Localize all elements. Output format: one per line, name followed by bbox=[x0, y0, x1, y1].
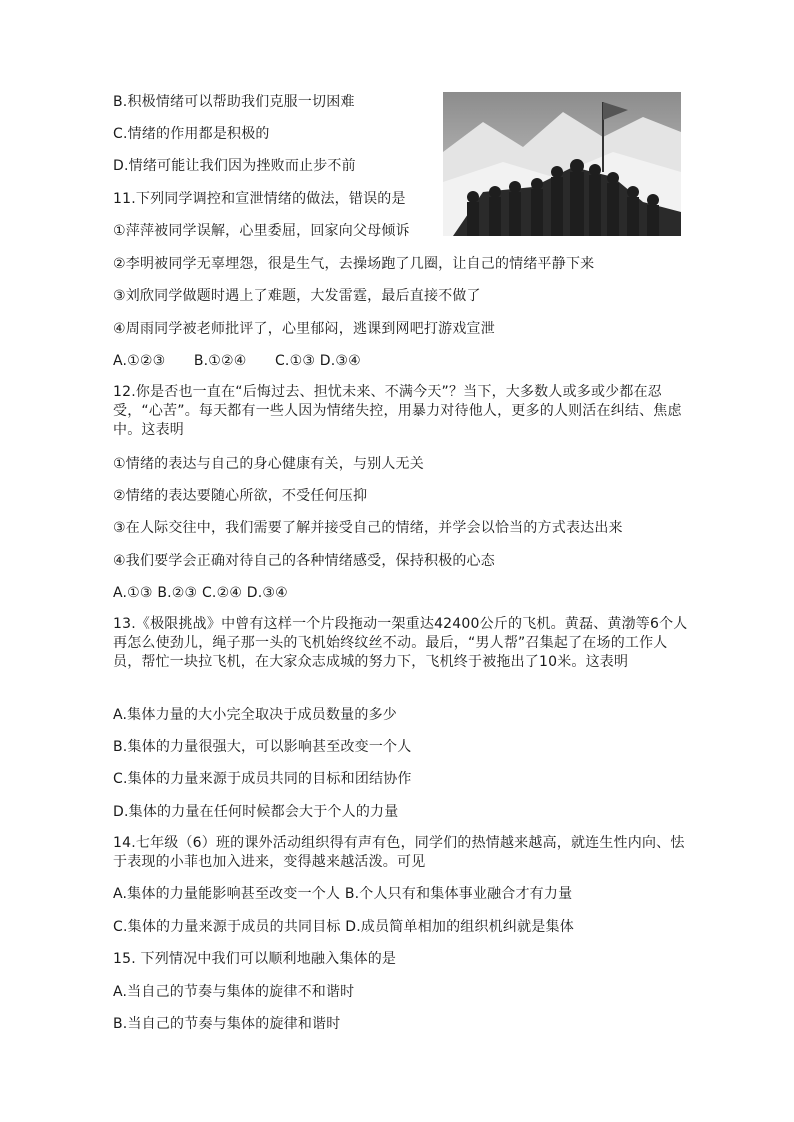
option-line: B.积极情绪可以帮助我们克服一切困难 bbox=[113, 94, 355, 110]
question-11: 11.下列同学调控和宣泄情绪的做法，错误的是 bbox=[113, 191, 406, 207]
question-12: 12.你是否也一直在“后悔过去、担忧未来、不满今天”？当下，大多数人或多或少都在忍受，“心苦”。每天都有一些人因为情绪失控，用暴力对待他人，更多的人则活在纠结、焦虑中。这表明 bbox=[113, 384, 682, 438]
illustration-photo bbox=[443, 92, 681, 236]
statement-line: ①情绪的表达与自己的身心健康有关，与别人无关 bbox=[113, 456, 424, 472]
statement-line: ④我们要学会正确对待自己的各种情绪感受，保持积极的心态 bbox=[113, 553, 495, 569]
statement-line: ②李明被同学无辜埋怨，很是生气，去操场跑了几圈，让自己的情绪平静下来 bbox=[113, 256, 595, 272]
option-line: C.集体的力量来源于成员共同的目标和团结协作 bbox=[113, 771, 412, 787]
option-line: C.集体的力量来源于成员的共同目标 D.成员简单相加的组织机纠就是集体 bbox=[113, 919, 574, 935]
option-line: A.集体的力量能影响甚至改变一个人 B.个人只有和集体事业融合才有力量 bbox=[113, 886, 573, 902]
question-15: 15. 下列情况中我们可以顺利地融入集体的是 bbox=[113, 951, 397, 967]
question-13: 13.《极限挑战》中曾有这样一个片段拖动一架重达42400公斤的飞机。黄磊、黄渤等6个人再怎么使劲儿，绳子那一头的飞机始终纹丝不动。最后，“男人帮”召集起了在场的工作人员，帮忙一块拉飞机，在大家众志成城的努力下，飞机终于被拖出了10米。这表明 bbox=[113, 616, 688, 670]
option-line: C.情绪的作用都是积极的 bbox=[113, 126, 270, 142]
answer-options: A.①②③ B.①②④ C.①③ D.③④ bbox=[113, 353, 361, 369]
option-line: D.集体的力量在任何时候都会大于个人的力量 bbox=[113, 804, 399, 820]
option-line: B.当自己的节奏与集体的旋律和谐时 bbox=[113, 1016, 341, 1032]
statement-line: ③刘欣同学做题时遇上了难题，大发雷霆，最后直接不做了 bbox=[113, 288, 481, 304]
option-line: A.当自己的节奏与集体的旋律不和谐时 bbox=[113, 984, 355, 1000]
option-line: D.情绪可能让我们因为挫败而止步不前 bbox=[113, 158, 356, 174]
statement-line: ①萍萍被同学误解，心里委屈，回家向父母倾诉 bbox=[113, 223, 410, 239]
question-14: 14.七年级（6）班的课外活动组织得有声有色，同学们的热情越来越高，就连生性内向、怯于表现的小菲也加入进来，变得越来越活泼。可见 bbox=[113, 835, 685, 870]
option-line: A.集体力量的大小完全取决于成员数量的多少 bbox=[113, 707, 397, 723]
option-line: B.集体的力量很强大，可以影响甚至改变一个人 bbox=[113, 739, 412, 755]
answer-options: A.①③ B.②③ C.②④ D.③④ bbox=[113, 585, 288, 601]
statement-line: ④周雨同学被老师批评了，心里郁闷，逃课到网吧打游戏宣泄 bbox=[113, 321, 495, 337]
statement-line: ②情绪的表达要随心所欲，不受任何压抑 bbox=[113, 488, 368, 504]
statement-line: ③在人际交往中，我们需要了解并接受自己的情绪，并学会以恰当的方式表达出来 bbox=[113, 520, 623, 536]
